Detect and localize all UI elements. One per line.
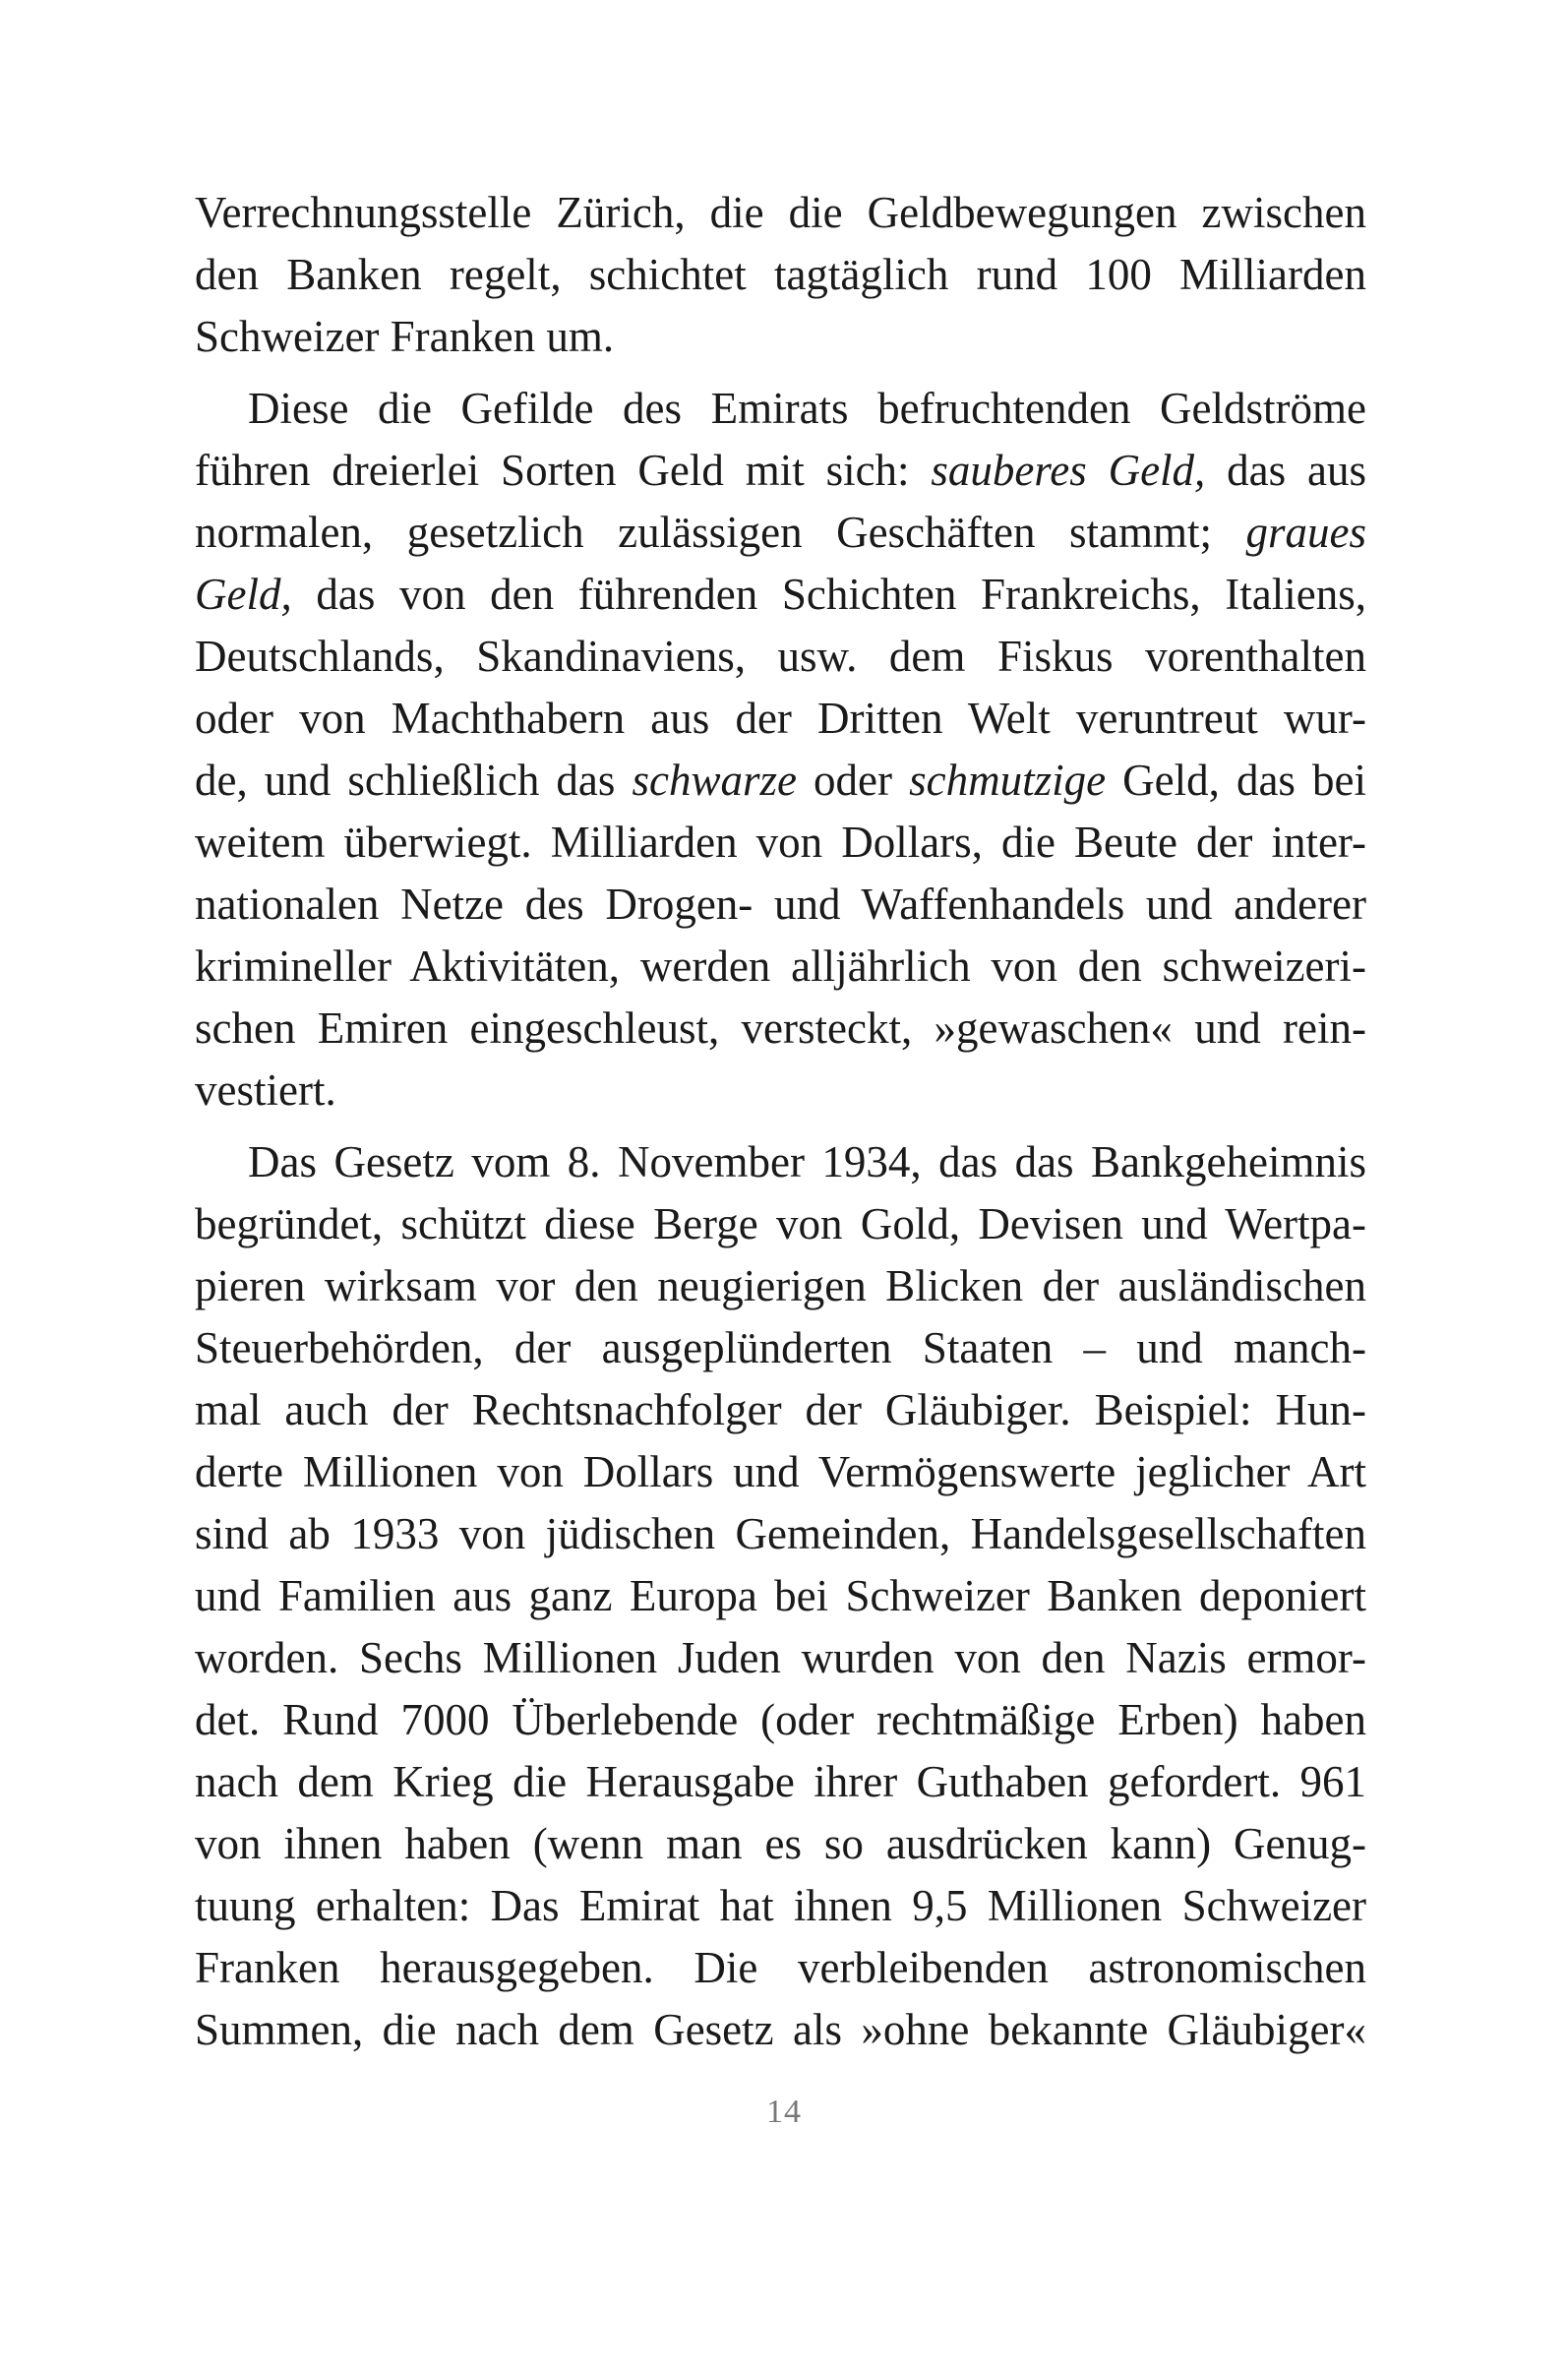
text-run: das von den führenden Schichten Frankreichs, Italiens, [316,570,1366,619]
text-line: det. Rund 7000 Überlebende (oder rechtmäßige Erben) haben [195,1695,1366,1744]
text-line: weitem überwiegt. Milliarden von Dollars, die Beute der inter- [195,818,1366,867]
text-line: Diese die Gefilde des Emirats befruchtenden Geldströme [248,384,1366,433]
text-line [195,440,1366,502]
paragraph-gap [195,368,1366,378]
text-line: Deutschlands, Skandinaviens, usw. dem Fiskus vorenthalten [195,632,1366,681]
text-line: oder von Machthabern aus der Dritten Welt veruntreut wur- [195,694,1366,743]
text-line [195,750,1366,812]
text-line: Schweizer Franken um. [195,312,615,361]
text-line: begründet, schützt diese Berge von Gold, Devisen und Wertpa- [195,1199,1366,1248]
text-line: von ihnen haben (wenn man es so ausdrücken kann) Genug- [195,1819,1366,1868]
italic-term: schmutzige [909,756,1107,805]
text-line: nationalen Netze des Drogen- und Waffenhandels und anderer [195,880,1366,929]
text-line: den Banken regelt, schichtet tagtäglich rund 100 Milliarden [195,250,1366,299]
text-line: vestiert. [195,1065,336,1115]
text-line: worden. Sechs Millionen Juden wurden von den Nazis ermor- [195,1633,1366,1682]
text-line: sind ab 1933 von jüdischen Gemeinden, Handelsgesellschaften [195,1509,1366,1558]
paragraph-gap [195,1122,1366,1131]
italic-term: Geld, [195,570,292,619]
text-line: schen Emiren eingeschleust, versteckt, »gewaschen« und rein- [195,1003,1366,1053]
text-run: oder [814,756,893,805]
text-line [195,502,1366,564]
text-run: normalen, gesetzlich zulässigen Geschäften stammt; [195,508,1212,557]
page-body [195,182,1366,2061]
text-line: pieren wirksam vor den neugierigen Blicken der ausländischen [195,1261,1366,1310]
italic-term: schwarze [632,756,797,805]
text-line: derte Millionen von Dollars und Vermögenswerte jeglicher Art [195,1447,1366,1496]
text-line: Das Gesetz vom 8. November 1934, das das Bankgeheimnis [248,1137,1366,1186]
text-line: Summen, die nach dem Gesetz als »ohne bekannte Gläubiger« [195,2005,1366,2054]
text-line: und Familien aus ganz Europa bei Schweizer Banken deponiert [195,1571,1366,1620]
italic-term: sauberes Geld, [931,446,1206,495]
text-line: tuung erhalten: Das Emirat hat ihnen 9,5 Millionen Schweizer [195,1881,1366,1930]
italic-term: graues [1245,508,1367,557]
text-line: krimineller Aktivitäten, werden alljährlich von den schweizeri- [195,942,1366,991]
text-line [195,564,1366,626]
text-line: Steuerbehörden, der ausgeplünderten Staaten – und manch- [195,1323,1366,1372]
paragraph [195,1131,1366,2061]
text-line: mal auch der Rechtsnachfolger der Gläubiger. Beispiel: Hun- [195,1385,1366,1434]
paragraph [195,182,1366,368]
text-line: Franken herausgegeben. Die verbleibenden astronomischen [195,1943,1366,1992]
text-run: das aus [1227,446,1366,495]
text-line: Verrechnungsstelle Zürich, die die Geldbewegungen zwischen [195,188,1366,237]
paragraph [195,378,1366,1122]
page-number: 14 [766,2094,802,2130]
text-line: nach dem Krieg die Herausgabe ihrer Guthaben gefordert. 961 [195,1757,1366,1806]
text-run: führen dreierlei Sorten Geld mit sich: [195,446,910,495]
text-run: Geld, das bei [1122,756,1366,805]
text-run: de, und schließlich das [195,756,616,805]
